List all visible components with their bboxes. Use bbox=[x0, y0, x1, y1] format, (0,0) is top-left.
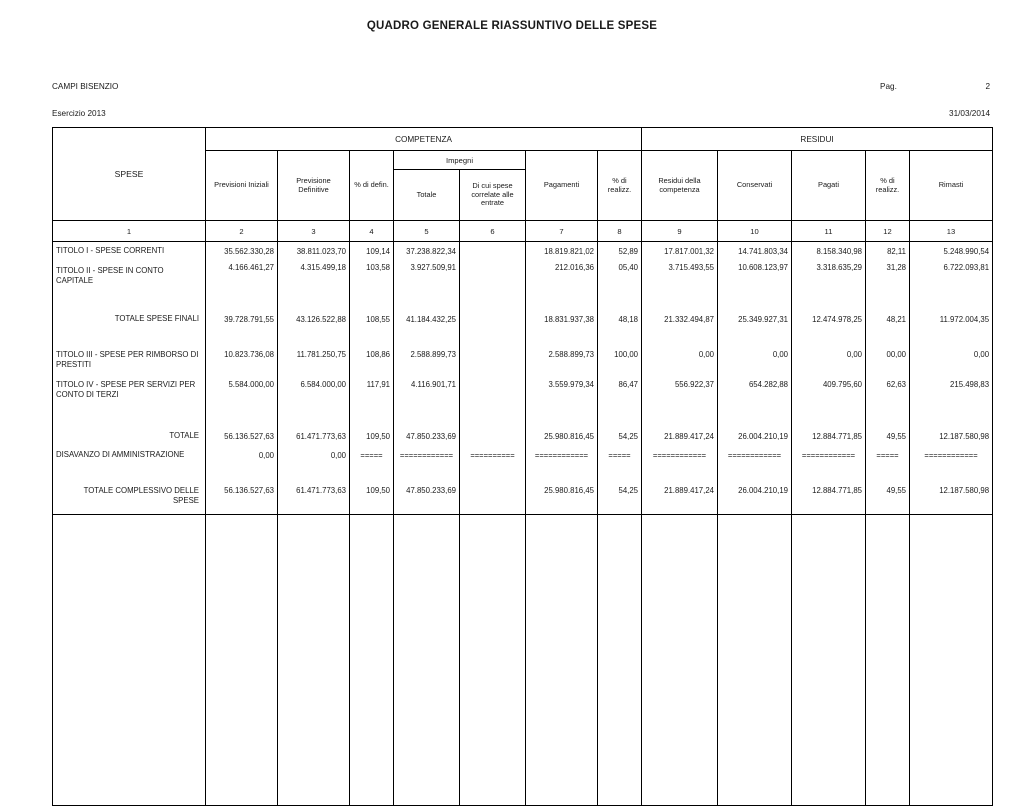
spacer-cell bbox=[866, 465, 910, 484]
cell-value bbox=[460, 310, 526, 329]
cell-value: 47.850.233,69 bbox=[394, 484, 460, 515]
group-residui: RESIDUI bbox=[642, 128, 993, 151]
colnum-4: 4 bbox=[350, 221, 394, 242]
cell-value: 409.795,60 bbox=[792, 378, 866, 408]
cell-value: ============ bbox=[642, 446, 718, 465]
entity-name: CAMPI BISENZIO bbox=[52, 82, 119, 91]
spacer-cell bbox=[642, 291, 718, 310]
spacer-cell bbox=[206, 329, 278, 348]
spacer-cell bbox=[53, 465, 206, 484]
cell-value: 10.608.123,97 bbox=[718, 261, 792, 291]
cell-value: 12.884.771,85 bbox=[792, 427, 866, 446]
cell-value: 21.332.494,87 bbox=[642, 310, 718, 329]
cell-value: 117,91 bbox=[350, 378, 394, 408]
spacer-cell bbox=[460, 408, 526, 427]
col-rimasti: Rimasti bbox=[910, 151, 993, 221]
spacer-cell bbox=[394, 408, 460, 427]
cell-value: 5.248.990,54 bbox=[910, 242, 993, 262]
cell-value: 109,14 bbox=[350, 242, 394, 262]
filler-cell bbox=[598, 515, 642, 806]
cell-value: 61.471.773,63 bbox=[278, 484, 350, 515]
spacer-cell bbox=[460, 291, 526, 310]
row-label: DISAVANZO DI AMMINISTRAZIONE bbox=[53, 446, 206, 465]
spacer-cell bbox=[206, 465, 278, 484]
group-header-row bbox=[53, 128, 993, 151]
spacer-cell bbox=[53, 291, 206, 310]
cell-value: 0,00 bbox=[718, 348, 792, 378]
table-row bbox=[53, 446, 993, 465]
page-number: 2 bbox=[985, 82, 990, 91]
table-row bbox=[53, 378, 993, 408]
cell-value: 10.823.736,08 bbox=[206, 348, 278, 378]
spacer-cell bbox=[206, 291, 278, 310]
spacer-cell bbox=[910, 465, 993, 484]
cell-value: 48,18 bbox=[598, 310, 642, 329]
cell-value: ============ bbox=[394, 446, 460, 465]
filler-cell bbox=[350, 515, 394, 806]
cell-value: 61.471.773,63 bbox=[278, 427, 350, 446]
report-date: 31/03/2014 bbox=[949, 109, 990, 118]
cell-value: 25.980.816,45 bbox=[526, 427, 598, 446]
col-residui-competenza: Residui della competenza bbox=[642, 151, 718, 221]
cell-value: 18.831.937,38 bbox=[526, 310, 598, 329]
spacer-cell bbox=[278, 408, 350, 427]
filler-cell bbox=[642, 515, 718, 806]
cell-value: 35.562.330,28 bbox=[206, 242, 278, 262]
row-label: TITOLO II - SPESE IN CONTO CAPITALE bbox=[53, 261, 206, 291]
group-impegni: Impegni bbox=[394, 151, 526, 170]
cell-value: 12.187.580,98 bbox=[910, 484, 993, 515]
table-row bbox=[53, 242, 993, 262]
col-perc-realizz-res: % di realizz. bbox=[866, 151, 910, 221]
cell-value: 12.187.580,98 bbox=[910, 427, 993, 446]
cell-value: 3.715.493,55 bbox=[642, 261, 718, 291]
row-label-header: SPESE bbox=[53, 128, 206, 221]
filler-cell bbox=[53, 515, 206, 806]
cell-value: 0,00 bbox=[792, 348, 866, 378]
cell-value: 100,00 bbox=[598, 348, 642, 378]
spacer-cell bbox=[598, 329, 642, 348]
spacer-cell bbox=[910, 291, 993, 310]
spacer-cell bbox=[53, 329, 206, 348]
cell-value: 49,55 bbox=[866, 484, 910, 515]
cell-value: 108,55 bbox=[350, 310, 394, 329]
colnum-7: 7 bbox=[526, 221, 598, 242]
spacer-cell bbox=[718, 465, 792, 484]
colnum-8: 8 bbox=[598, 221, 642, 242]
cell-value bbox=[460, 484, 526, 515]
cell-value: 43.126.522,88 bbox=[278, 310, 350, 329]
cell-value bbox=[460, 427, 526, 446]
cell-value bbox=[460, 261, 526, 291]
col-impegni-correlate: Di cui spese correlate alle entrate bbox=[460, 170, 526, 221]
spacer-cell bbox=[866, 408, 910, 427]
spacer-cell bbox=[350, 291, 394, 310]
spacer-cell bbox=[642, 329, 718, 348]
spacer-cell bbox=[278, 291, 350, 310]
cell-value: 56.136.527,63 bbox=[206, 427, 278, 446]
cell-value: 556.922,37 bbox=[642, 378, 718, 408]
spacer-cell bbox=[278, 465, 350, 484]
cell-value: 86,47 bbox=[598, 378, 642, 408]
cell-value: 12.474.978,25 bbox=[792, 310, 866, 329]
cell-value: 21.889.417,24 bbox=[642, 427, 718, 446]
spacer-cell bbox=[350, 465, 394, 484]
cell-value: 109,50 bbox=[350, 484, 394, 515]
cell-value bbox=[460, 242, 526, 262]
cell-value: 38.811.023,70 bbox=[278, 242, 350, 262]
colnum-10: 10 bbox=[718, 221, 792, 242]
colnum-9: 9 bbox=[642, 221, 718, 242]
col-impegni-totale: Totale bbox=[394, 170, 460, 221]
table-row bbox=[53, 348, 993, 378]
spacer-cell bbox=[792, 329, 866, 348]
cell-value: 6.584.000,00 bbox=[278, 378, 350, 408]
spacer-cell bbox=[718, 329, 792, 348]
spacer-cell bbox=[598, 465, 642, 484]
exercise-year: Esercizio 2013 bbox=[52, 109, 106, 118]
spacer-cell bbox=[598, 408, 642, 427]
cell-value: 56.136.527,63 bbox=[206, 484, 278, 515]
spacer-cell bbox=[350, 408, 394, 427]
cell-value: 108,86 bbox=[350, 348, 394, 378]
cell-value: ============ bbox=[718, 446, 792, 465]
col-perc-defin: % di defin. bbox=[350, 151, 394, 221]
cell-value: 39.728.791,55 bbox=[206, 310, 278, 329]
cell-value: 52,89 bbox=[598, 242, 642, 262]
cell-value bbox=[460, 378, 526, 408]
spacer-cell bbox=[792, 291, 866, 310]
cell-value: ===== bbox=[350, 446, 394, 465]
spacer-row bbox=[53, 465, 993, 484]
filler-cell bbox=[526, 515, 598, 806]
cell-value: 12.884.771,85 bbox=[792, 484, 866, 515]
filler-cell bbox=[394, 515, 460, 806]
spacer-row bbox=[53, 408, 993, 427]
cell-value: 3.318.635,29 bbox=[792, 261, 866, 291]
spacer-cell bbox=[866, 329, 910, 348]
spacer-cell bbox=[526, 465, 598, 484]
cell-value: 11.972.004,35 bbox=[910, 310, 993, 329]
table-filler-row bbox=[53, 515, 993, 806]
cell-value: 215.498,83 bbox=[910, 378, 993, 408]
cell-value: 47.850.233,69 bbox=[394, 427, 460, 446]
table-row bbox=[53, 261, 993, 291]
spacer-cell bbox=[526, 408, 598, 427]
cell-value: ===== bbox=[866, 446, 910, 465]
cell-value: 4.116.901,71 bbox=[394, 378, 460, 408]
col-previsioni-iniziali: Previsioni Iniziali bbox=[206, 151, 278, 221]
spacer-cell bbox=[460, 465, 526, 484]
cell-value: 4.166.461,27 bbox=[206, 261, 278, 291]
spacer-cell bbox=[460, 329, 526, 348]
cell-value: 18.819.821,02 bbox=[526, 242, 598, 262]
cell-value: ============ bbox=[526, 446, 598, 465]
cell-value: 3.927.509,91 bbox=[394, 261, 460, 291]
filler-cell bbox=[206, 515, 278, 806]
cell-value: 49,55 bbox=[866, 427, 910, 446]
spacer-cell bbox=[206, 408, 278, 427]
cell-value: 5.584.000,00 bbox=[206, 378, 278, 408]
cell-value: 54,25 bbox=[598, 484, 642, 515]
cell-value: 0,00 bbox=[278, 446, 350, 465]
cell-value: 2.588.899,73 bbox=[394, 348, 460, 378]
cell-value: 48,21 bbox=[866, 310, 910, 329]
colnum-12: 12 bbox=[866, 221, 910, 242]
page-title: QUADRO GENERALE RIASSUNTIVO DELLE SPESE bbox=[366, 20, 658, 32]
cell-value: 103,58 bbox=[350, 261, 394, 291]
spacer-cell bbox=[394, 465, 460, 484]
col-pagati: Pagati bbox=[792, 151, 866, 221]
spacer-cell bbox=[350, 329, 394, 348]
row-label: TOTALE COMPLESSIVO DELLE SPESE bbox=[53, 484, 206, 515]
cell-value: 212.016,36 bbox=[526, 261, 598, 291]
cell-value bbox=[460, 348, 526, 378]
cell-value: 3.559.979,34 bbox=[526, 378, 598, 408]
row-label: TITOLO IV - SPESE PER SERVIZI PER CONTO DI TERZI bbox=[53, 378, 206, 408]
cell-value: ========== bbox=[460, 446, 526, 465]
spacer-cell bbox=[526, 291, 598, 310]
spacer-cell bbox=[642, 408, 718, 427]
colnum-2: 2 bbox=[206, 221, 278, 242]
cell-value: 25.980.816,45 bbox=[526, 484, 598, 515]
spacer-cell bbox=[910, 408, 993, 427]
row-label: TITOLO III - SPESE PER RIMBORSO DI PRESTITI bbox=[53, 348, 206, 378]
cell-value: 26.004.210,19 bbox=[718, 427, 792, 446]
colnum-3: 3 bbox=[278, 221, 350, 242]
cell-value: 05,40 bbox=[598, 261, 642, 291]
spese-summary-table bbox=[52, 127, 993, 806]
filler-cell bbox=[460, 515, 526, 806]
spacer-cell bbox=[598, 291, 642, 310]
colnum-13: 13 bbox=[910, 221, 993, 242]
spacer-cell bbox=[278, 329, 350, 348]
col-conservati: Conservati bbox=[718, 151, 792, 221]
spacer-cell bbox=[394, 329, 460, 348]
cell-value: 41.184.432,25 bbox=[394, 310, 460, 329]
cell-value: 21.889.417,24 bbox=[642, 484, 718, 515]
cell-value: 2.588.899,73 bbox=[526, 348, 598, 378]
colnum-6: 6 bbox=[460, 221, 526, 242]
spacer-row bbox=[53, 291, 993, 310]
table-row-total bbox=[53, 427, 993, 446]
col-previsione-definitive: Previsione Definitive bbox=[278, 151, 350, 221]
cell-value: 0,00 bbox=[910, 348, 993, 378]
cell-value: 37.238.822,34 bbox=[394, 242, 460, 262]
spacer-cell bbox=[910, 329, 993, 348]
cell-value: 31,28 bbox=[866, 261, 910, 291]
table-row-grand-total bbox=[53, 484, 993, 515]
cell-value: 25.349.927,31 bbox=[718, 310, 792, 329]
cell-value: 00,00 bbox=[866, 348, 910, 378]
spacer-cell bbox=[792, 408, 866, 427]
colnum-11: 11 bbox=[792, 221, 866, 242]
colnum-5: 5 bbox=[394, 221, 460, 242]
cell-value: 82,11 bbox=[866, 242, 910, 262]
page-label: Pag. bbox=[880, 82, 897, 91]
filler-cell bbox=[792, 515, 866, 806]
cell-value: 8.158.340,98 bbox=[792, 242, 866, 262]
spacer-cell bbox=[718, 408, 792, 427]
row-label: TITOLO I - SPESE CORRENTI bbox=[53, 242, 206, 262]
filler-cell bbox=[866, 515, 910, 806]
spacer-row bbox=[53, 329, 993, 348]
table-row-total bbox=[53, 310, 993, 329]
cell-value: 62,63 bbox=[866, 378, 910, 408]
cell-value: 54,25 bbox=[598, 427, 642, 446]
spacer-cell bbox=[394, 291, 460, 310]
spacer-cell bbox=[792, 465, 866, 484]
spacer-cell bbox=[526, 329, 598, 348]
cell-value: ============ bbox=[792, 446, 866, 465]
row-label: TOTALE bbox=[53, 427, 206, 446]
col-pagamenti: Pagamenti bbox=[526, 151, 598, 221]
spacer-cell bbox=[53, 408, 206, 427]
cell-value: 0,00 bbox=[642, 348, 718, 378]
cell-value: 109,50 bbox=[350, 427, 394, 446]
cell-value: 11.781.250,75 bbox=[278, 348, 350, 378]
row-label: TOTALE SPESE FINALI bbox=[53, 310, 206, 329]
colnum-1: 1 bbox=[53, 221, 206, 242]
col-perc-realizz-comp: % di realizz. bbox=[598, 151, 642, 221]
cell-value: 17.817.001,32 bbox=[642, 242, 718, 262]
cell-value: 654.282,88 bbox=[718, 378, 792, 408]
cell-value: 26.004.210,19 bbox=[718, 484, 792, 515]
spacer-cell bbox=[642, 465, 718, 484]
group-competenza: COMPETENZA bbox=[206, 128, 642, 151]
column-number-row bbox=[53, 221, 993, 242]
spacer-cell bbox=[866, 291, 910, 310]
cell-value: 4.315.499,18 bbox=[278, 261, 350, 291]
cell-value: ============ bbox=[910, 446, 993, 465]
filler-cell bbox=[278, 515, 350, 806]
cell-value: ===== bbox=[598, 446, 642, 465]
filler-cell bbox=[910, 515, 993, 806]
cell-value: 0,00 bbox=[206, 446, 278, 465]
filler-cell bbox=[718, 515, 792, 806]
cell-value: 14.741.803,34 bbox=[718, 242, 792, 262]
cell-value: 6.722.093,81 bbox=[910, 261, 993, 291]
spacer-cell bbox=[718, 291, 792, 310]
